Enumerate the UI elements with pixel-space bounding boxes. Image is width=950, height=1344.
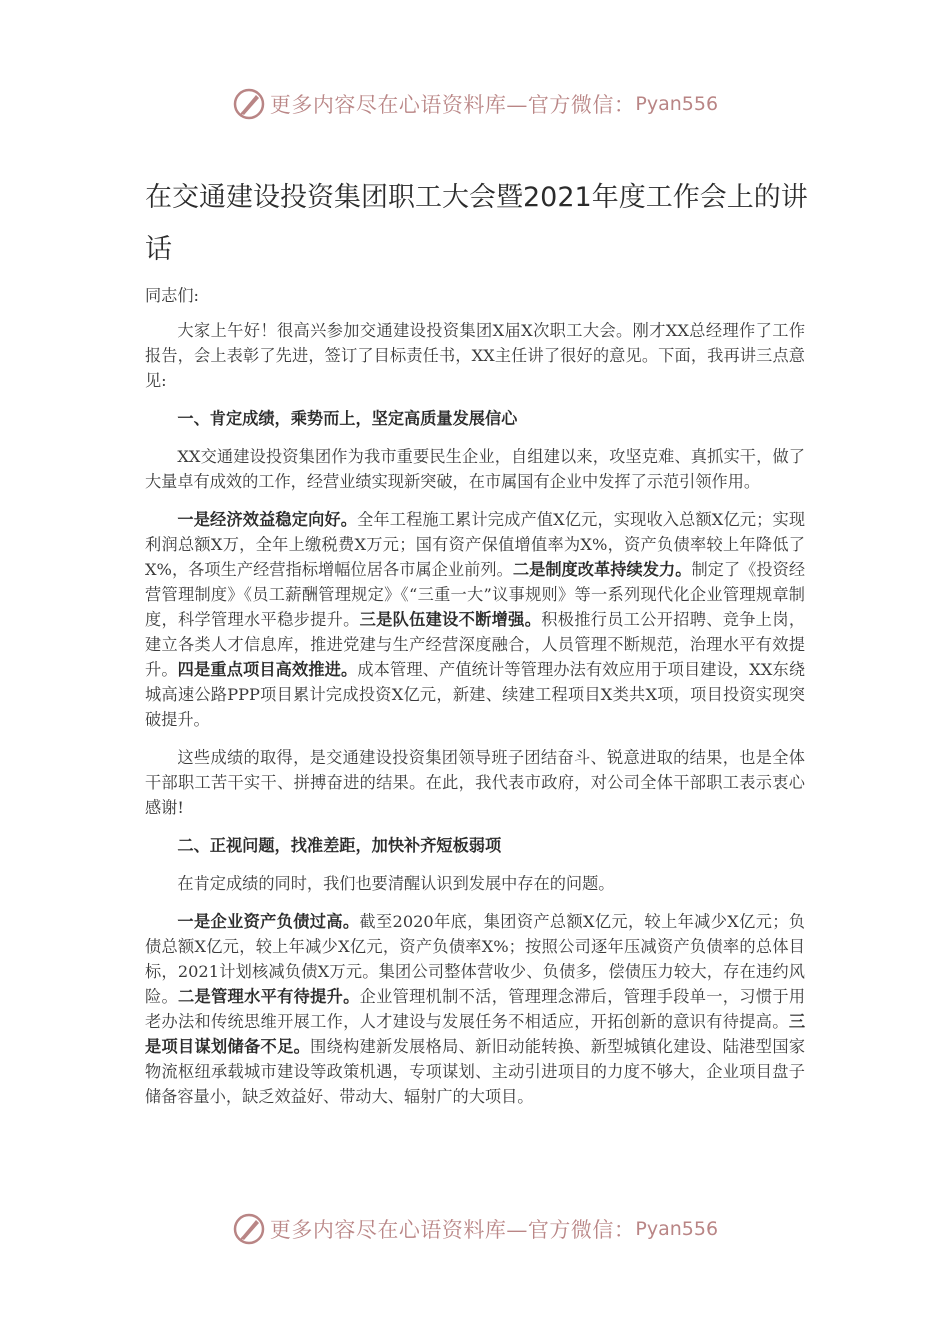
point-label: 三是队伍建设不断增强。 <box>359 610 542 629</box>
point-label: 三是项目谋划储备不足。 <box>145 1012 805 1056</box>
point-text: 截至2020年底，集团资产总额X亿元，较上年减少X亿元；负债总额X亿元，较上年减少X亿元，资产负债率X%；按照公司逐年压减资产负债率的总体目标，2021计划核减负债X万元。集团公司整体营收少、负债多，偿债压力较大，存在违约风险。 <box>145 912 805 1006</box>
watermark-text: 更多内容尽在心语资料库—官方微信： <box>269 1218 636 1242</box>
point-text: 制定了《投资经营管理制度》《员工薪酬管理规定》《“三重一大”议事规则》等一系列现代化企业管理规章制度，科学管理水平稳步提升。 <box>145 560 806 629</box>
point-text: 积极推行员工公开招聘、竞争上岗，建立各类人才信息库，推进党建与生产经营深度融合，人员管理不断规范，治理水平有效提升。 <box>145 610 806 679</box>
point-text: 围绕构建新发展格局、新旧动能转换、新型城镇化建设、陆港型国家物流枢纽承载城市建设等政策机遇，专项谋划、主动引进项目的力度不够大，企业项目盘子储备容量小，缺乏效益好、带动大、辐射广的大项目。 <box>145 1037 806 1106</box>
watermark-id: Pyan556 <box>635 93 719 115</box>
section-2-paragraph-1: 在肯定成绩的同时，我们也要清醒认识到发展中存在的问题。 <box>177 874 615 893</box>
quill-logo-icon <box>232 87 266 121</box>
intro-paragraph: 大家上午好！很高兴参加交通建设投资集团X届X次职工大会。刚才XX总经理作了工作报告，会上表彰了先进，签订了目标责任书，XX主任讲了很好的意见。下面，我再讲三点意见: <box>145 321 805 390</box>
point-label: 二是管理水平有待提升。 <box>178 987 360 1006</box>
point-label: 二是制度改革持续发力。 <box>512 560 692 579</box>
point-text: 企业管理机制不活，管理理念滞后，管理手段单一，习惯于用老办法和传统思维开展工作，人才建设与发展任务不相适应，开拓创新的意识有待提高。 <box>145 987 806 1031</box>
watermark-id: Pyan556 <box>635 1218 719 1240</box>
watermark-banner-top <box>0 84 950 124</box>
watermark-banner-bottom <box>0 1209 950 1249</box>
section-1-paragraph-2 <box>145 507 805 732</box>
point-text: 全年工程施工累计完成产值X亿元，实现收入总额X亿元；实现利润总额X万，全年上缴税费X万元；国有资产保值增值率为X%，资产负债率较上年降低了X%，各项生产经营指标增幅位居各市属企业前列。 <box>145 510 806 579</box>
watermark-text: 更多内容尽在心语资料库—官方微信： <box>269 93 636 117</box>
point-label: 一是经济效益稳定向好。 <box>177 510 358 529</box>
point-label: 四是重点项目高效推进。 <box>177 660 358 679</box>
point-label: 一是企业资产负债过高。 <box>177 912 360 931</box>
salutation: 同志们: <box>145 286 200 305</box>
section-2-heading: 二、正视问题，找准差距，加快补齐短板弱项 <box>177 836 502 855</box>
document-body <box>145 283 805 1109</box>
document-title: 在交通建设投资集团职工大会暨2021年度工作会上的讲话 <box>145 182 808 265</box>
point-text: 成本管理、产值统计等管理办法有效应用于项目建设，XX东绕城高速公路PPP项目累计完成投资X亿元，新建、续建工程项目X类共X项，项目投资实现突破提升。 <box>145 660 806 729</box>
section-1-paragraph-1: XX交通建设投资集团作为我市重要民生企业，自组建以来，攻坚克难、真抓实干，做了大量卓有成效的工作，经营业绩实现新突破，在市属国有企业中发挥了示范引领作用。 <box>145 447 805 491</box>
quill-logo-icon <box>232 1212 266 1246</box>
section-2-paragraph-2 <box>145 909 805 1109</box>
section-1-paragraph-3: 这些成绩的取得，是交通建设投资集团领导班子团结奋斗、锐意进取的结果，也是全体干部职工苦干实干、拼搏奋进的结果。在此，我代表市政府，对公司全体干部职工表示衷心感谢! <box>145 748 805 817</box>
section-1-heading: 一、肯定成绩，乘势而上，坚定高质量发展信心 <box>177 409 518 428</box>
